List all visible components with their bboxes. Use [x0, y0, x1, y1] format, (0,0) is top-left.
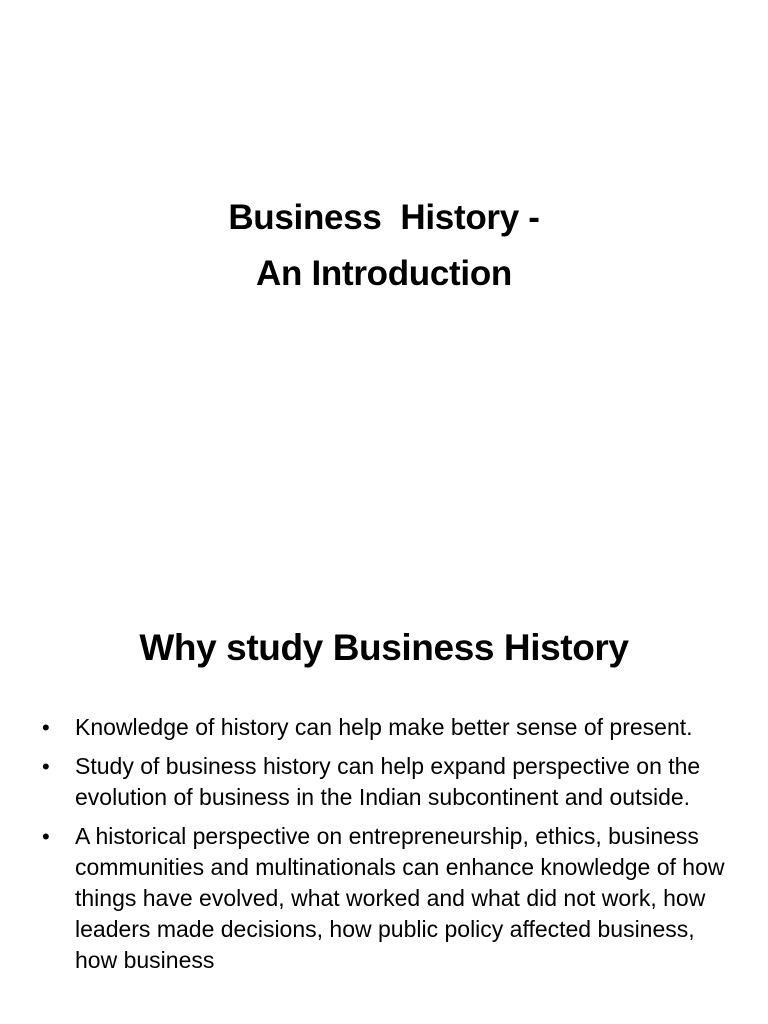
- bullet-icon: •: [42, 824, 50, 849]
- bullet-text: Study of business history can help expand perspective on the evolution of business in the Indian subcontinent and outside.: [75, 753, 701, 810]
- bullet-item: [0, 751, 768, 813]
- bullet-item: [0, 821, 768, 976]
- bullet-list: [0, 712, 768, 984]
- bullet-text: A historical perspective on entrepreneurship, ethics, business communities and multinationals can enhance knowledge of how things have evolved, what worked and what did not work, how leaders made decisions, how public policy affected business, how business: [75, 823, 725, 973]
- title-line-1: Business History -: [228, 198, 540, 237]
- bullet-icon: •: [42, 754, 50, 779]
- bullet-icon: •: [42, 715, 50, 740]
- bullet-text: Knowledge of history can help make better sense of present.: [75, 714, 693, 740]
- slide-heading: Why study Business History: [139, 627, 629, 668]
- slide-title: [0, 190, 768, 302]
- bullet-item: [0, 712, 768, 743]
- title-line-2: An Introduction: [255, 254, 512, 293]
- content-slide: [0, 576, 768, 1024]
